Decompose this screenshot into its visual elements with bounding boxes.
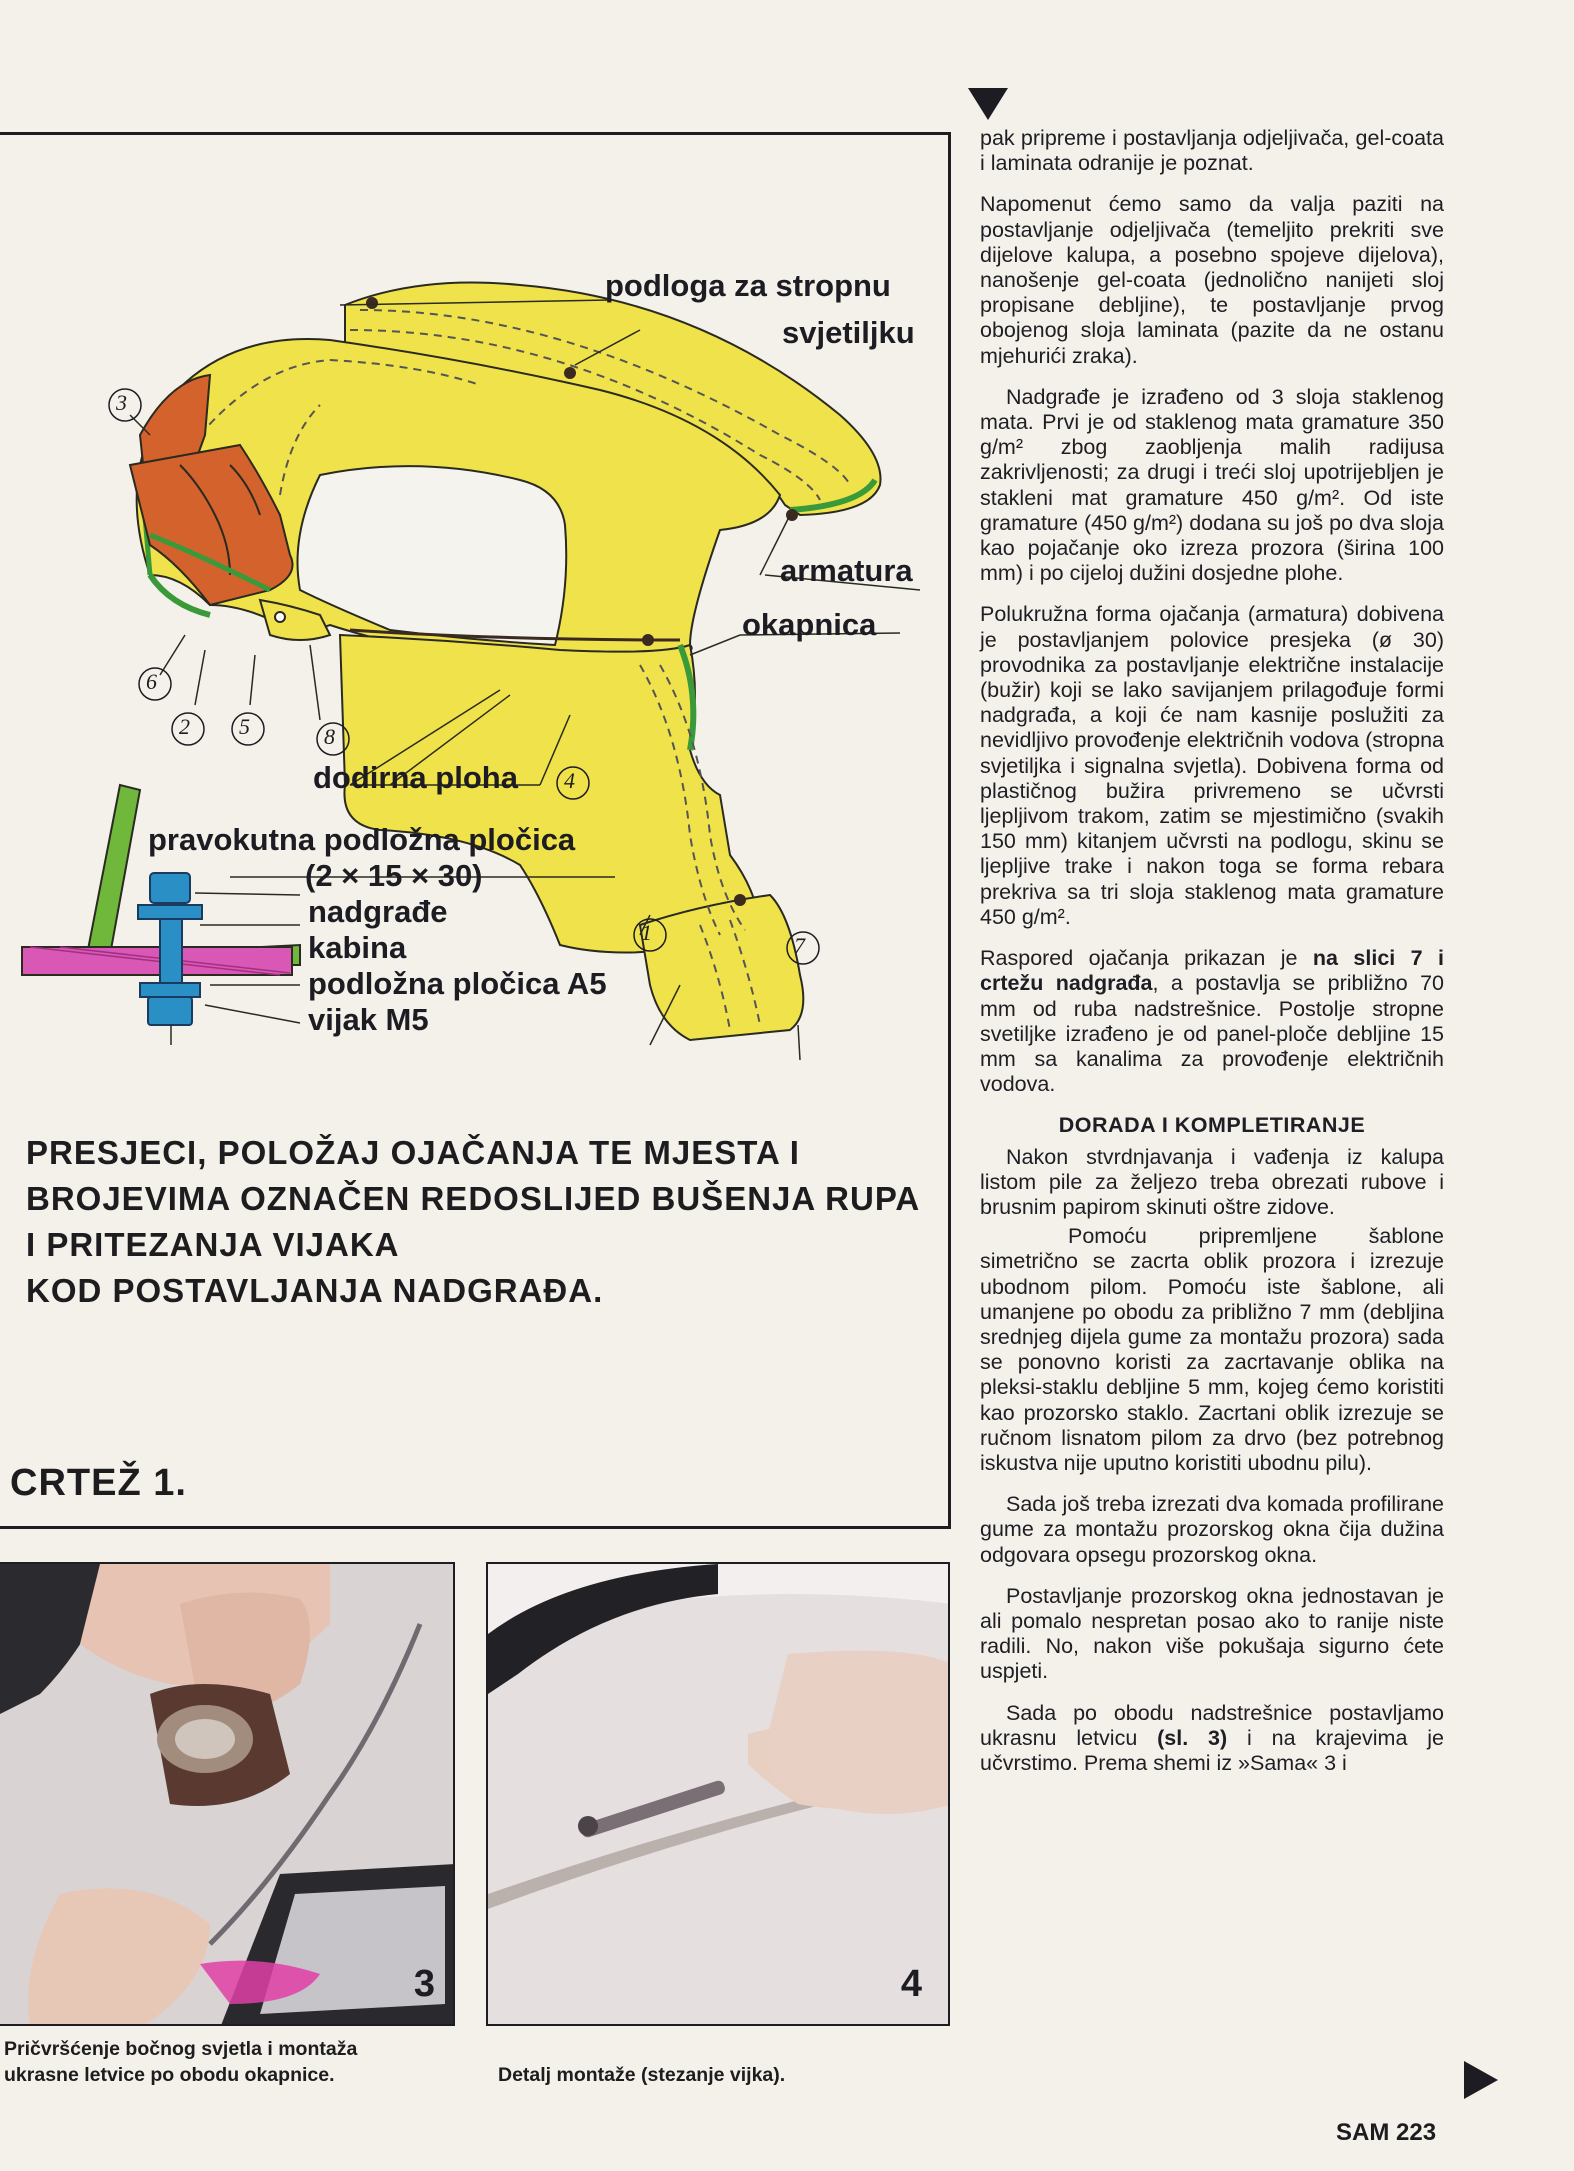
photo-4 — [486, 1562, 950, 2026]
photo-3 — [0, 1562, 455, 2026]
paragraph: Napomenut ćemo samo da valja paziti na postavljanje odjeljivača (temeljito prekriti sve dijelove kalupa, a posebno spojeve dijelova), nanošenje gel-coata (jednolično nanijeti sloj propisane debljine), te postavljanje prvog obojenog sloja laminata (pazite da ne ostanu mjehurići zraka). — [980, 192, 1444, 368]
paragraph: Nakon stvrdnjavanja i vađenja iz kalupa listom pile za željezo treba obrezati rubove i brusnim papirom skinuti oštre zidove. — [980, 1144, 1444, 1219]
photo-3-caption-line2: ukrasne letvice po obodu okapnice. — [4, 2064, 335, 2086]
paragraph: pak pripreme i postavljanja odjeljivača, gel-coata i laminata odranije je poznat. — [980, 126, 1444, 176]
step-number-2: 2 — [179, 714, 190, 739]
photo-4-image — [488, 1564, 950, 2026]
label-okapnica: okapnica — [742, 607, 877, 642]
text-span: Raspored ojačanja prikazan je — [980, 946, 1313, 971]
step-number-4: 4 — [564, 768, 575, 793]
down-arrow-icon — [968, 88, 1008, 122]
paragraph: Sada još treba izrezati dva komada profilirane gume za montažu prozorskog okna čija dužina odgovara opsegu prozorskog okna. — [980, 1492, 1444, 1567]
paragraph: Pomoću pripremljene šablone simetrično se zacrta oblik prozora i izrezuje ubodnom pilom. Pomoću iste šablone, ali umanjene po obodu za približno 7 mm (debljina srednjeg dijela gume za montažu prozora) sada se ponovno koristi za zacrtavanje oblika na pleksi-staklu debljine 5 mm, kojeg ćemo koristiti kao prozorsko staklo. Zacrtani oblik izrezuje se ručnom lisnatom pilom za drvo (bez potrebnog iskustva nije uputno koristiti ubodnu pilu). — [980, 1224, 1444, 1475]
step-number-7: 7 — [794, 933, 805, 958]
photo-3-caption-line1: Pričvršćenje bočnog svjetla i montaža — [4, 2038, 358, 2060]
paragraph — [980, 946, 1444, 1097]
photo-3-number: 3 — [413, 1963, 435, 2005]
caption-line: BROJEVIMA OZNAČEN REDOSLIJED BUŠENJA RUPA — [26, 1180, 921, 1217]
caption-line: PRESJECI, POLOŽAJ OJAČANJA TE MJESTA I — [26, 1134, 800, 1171]
text-span: i na krajevima je učvrstimo. Prema shemi iz »Sama« 3 i — [980, 1725, 1444, 1775]
continue-arrow-icon — [1464, 2061, 1498, 2099]
label-dodirna-ploha: dodirna ploha — [313, 760, 518, 795]
drawing-title: CRTEŽ 1. — [10, 1462, 187, 1504]
drawing-caption — [26, 1130, 926, 1314]
photo-4-number: 4 — [900, 1963, 922, 2005]
paragraph — [980, 1701, 1444, 1777]
paragraph: Nadgrađe je izrađeno od 3 sloja staklenog mata. Prvi je od staklenog mata gramature 350 g/m² zbog zaobljenja malih radijusa zakrivljenosti; za drugi i treći sloj upotrijebljen je stakleni mat gramature 450 g/m². Od iste gramature (450 g/m²) dodana su još po dva sloja kao pojačanje oko izreza prozora (širina 100 mm) i po cijeloj dužini dosjedne plohe. — [980, 384, 1444, 586]
label-support-line1: podloga za stropnu — [605, 268, 891, 303]
label-plate-line1: pravokutna podložna pločica — [148, 822, 576, 857]
section-heading: DORADA I KOMPLETIRANJE — [1058, 1113, 1366, 1138]
canopy-body — [137, 283, 881, 1041]
text-span: Sada po obodu nadstrešnice postavljamo ukrasnu letvicu — [980, 1700, 1444, 1750]
label-kabina: kabina — [308, 930, 407, 965]
label-washer: podložna pločica A5 — [308, 966, 607, 1001]
text-bold: na slici 7 i crtežu nadgrađa — [980, 946, 1444, 996]
text-bold: (sl. 3) — [1157, 1725, 1228, 1750]
label-plate-line2: (2 × 15 × 30) — [305, 858, 483, 893]
step-number-3: 3 — [116, 390, 127, 415]
photo-4-caption: Detalj montaže (stezanje vijka). — [498, 2064, 786, 2086]
caption-line: I PRITEZANJA VIJAKA — [26, 1226, 400, 1263]
article-text — [980, 126, 1444, 1792]
photo-3-caption — [4, 2036, 474, 2088]
text-span: , a postavlja se približno 70 mm od ruba nadstrešnice. Postolje stropne svetiljke izrađeno je od panel-ploče debljine 15 mm sa kanalima za provođenje električnih vodova. — [980, 971, 1444, 1097]
photo-3-image — [0, 1564, 455, 2026]
paragraph: Polukružna forma ojačanja (armatura) dobivena je postavljanjem polovice presjeka (ø 30) provodnika za postavljanje električne instalacije (bužir) koji se lako savijanjem prilagođuje formi nadgrađa, a koji će nam kasnije poslužiti za nevidljivo provođenje električnih vodova (stropna svjetiljka i signalna svjetla). Dobivena forma od plastičnog bužira privremeno se učvrsti ljepljivom trakom, zatim se mjestimično (svakih 150 mm) kitanjem učvrsti na podlogu, skinu se ljepljive trake i nakon toga se forma rebara prekriva sa tri sloja staklenog mata gramature 450 g/m². — [980, 602, 1444, 929]
label-armatura: armatura — [780, 553, 913, 588]
label-nadgrade: nadgrađe — [308, 894, 448, 929]
label-support-line2: svjetiljku — [782, 315, 915, 350]
label-screw: vijak M5 — [308, 1002, 429, 1037]
step-number-6: 6 — [146, 669, 157, 694]
page-number: SAM 223 — [1336, 2119, 1437, 2146]
caption-line: KOD POSTAVLJANJA NADGRAĐA. — [26, 1272, 604, 1309]
step-number-1: 1 — [641, 920, 652, 945]
step-number-5: 5 — [239, 714, 250, 739]
paragraph: Postavljanje prozorskog okna jednostavan je ali pomalo nespretan posao ako to ranije niste radili. No, nakon više pokušaja sigurno ćete uspjeti. — [980, 1583, 1444, 1684]
step-number-8: 8 — [324, 724, 335, 749]
